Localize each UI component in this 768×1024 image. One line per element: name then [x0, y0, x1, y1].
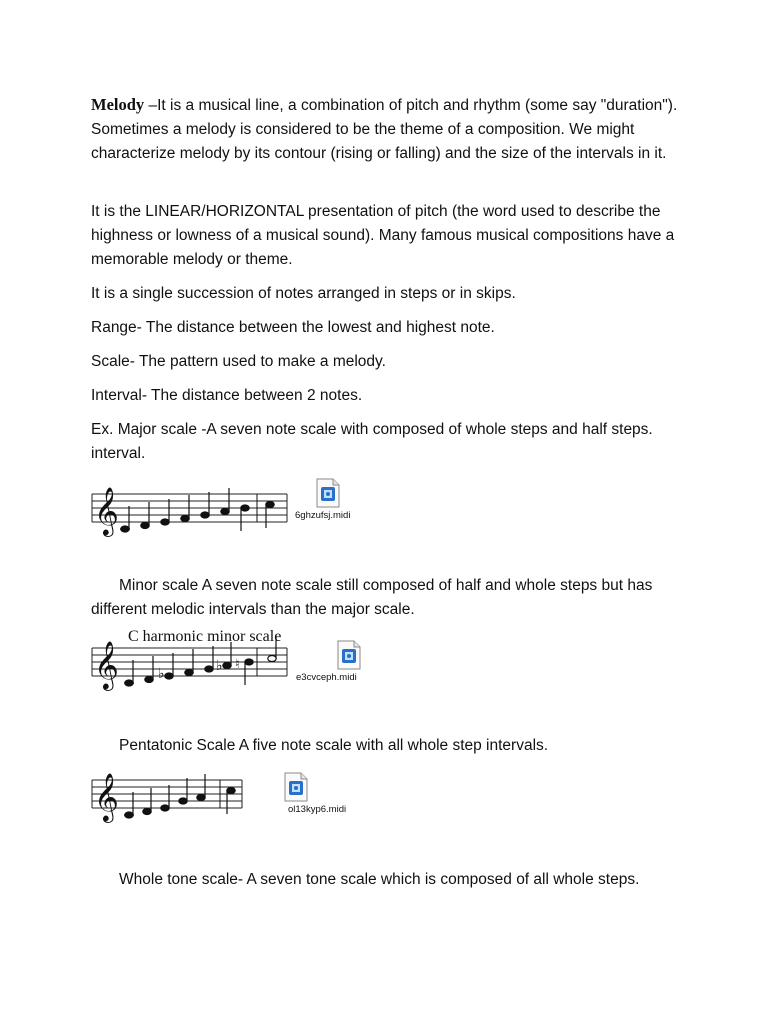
note-c-high — [227, 788, 235, 794]
note-g — [201, 512, 209, 518]
note-c — [121, 526, 129, 532]
note-c-high — [266, 502, 274, 508]
melody-definition-text: –It is a musical line, a combination of pitch and rhythm (some say "duration"). Sometimes a melody is considered to be the theme of a composition. We might characterize melody by its contour (rising or falling) and the size of the intervals in it. — [91, 97, 678, 162]
note-a — [197, 795, 205, 801]
melody-definition — [91, 93, 691, 166]
midi-file-icon — [315, 478, 341, 508]
note-b — [241, 505, 249, 511]
minor-scale-staff — [92, 626, 292, 696]
natural-icon: ♮ — [235, 657, 240, 672]
note-a — [221, 509, 229, 515]
minor-midi-attachment[interactable] — [296, 640, 386, 683]
whole-tone-paragraph: Whole tone scale- A seven tone scale which is composed of all whole steps. — [119, 871, 640, 888]
pentatonic-paragraph: Pentatonic Scale A five note scale with all whole step intervals. — [119, 737, 549, 754]
note-g — [179, 798, 187, 804]
note-e — [161, 805, 169, 811]
flat-icon: ♭ — [158, 666, 165, 682]
linear-paragraph: It is the LINEAR/HORIZONTAL presentation of pitch (the word used to describe the highness or lowness of a musical sound). Many famous musical compositions have a memorable melody or theme. — [91, 203, 675, 268]
minor-scale-notation — [92, 626, 292, 696]
range-paragraph: Range- The distance between the lowest and highest note. — [91, 319, 495, 336]
succession-paragraph: It is a single succession of notes arranged in steps or in skips. — [91, 285, 516, 302]
note-d — [141, 523, 149, 529]
pentatonic-midi-filename: ol13kyp6.midi — [288, 804, 347, 815]
note-c-high — [268, 656, 276, 662]
pentatonic-notation — [92, 770, 252, 830]
major-midi-attachment[interactable] — [295, 478, 385, 521]
treble-clef-icon: 𝄞 — [94, 640, 119, 689]
interval-paragraph: Interval- The distance between 2 notes. — [91, 387, 363, 404]
note-c — [125, 680, 133, 686]
scale-paragraph: Scale- The pattern used to make a melody. — [91, 353, 386, 370]
melody-term: Melody — [91, 95, 145, 114]
major-midi-filename: 6ghzufsj.midi — [295, 510, 351, 521]
pentatonic-staff — [92, 770, 252, 830]
major-scale-notation — [92, 478, 292, 548]
minor-scale-title: C harmonic minor scale — [128, 628, 282, 645]
note-c — [125, 812, 133, 818]
note-d — [145, 677, 153, 683]
treble-clef-icon: 𝄞 — [94, 486, 119, 535]
pentatonic-midi-attachment[interactable] — [288, 772, 378, 815]
treble-clef-icon: 𝄞 — [94, 772, 119, 821]
note-e-flat — [165, 673, 173, 679]
note-b-natural — [245, 659, 253, 665]
note-a-flat — [223, 663, 231, 669]
major-scale-staff — [92, 478, 292, 548]
major-scale-paragraph: Ex. Major scale -A seven note scale with composed of whole steps and half steps. interval. — [91, 421, 653, 462]
midi-file-icon — [336, 640, 362, 670]
note-e — [161, 519, 169, 525]
midi-file-icon — [283, 772, 309, 802]
minor-scale-paragraph: Minor scale A seven note scale still composed of half and whole steps but has different melodic intervals than the major scale. — [91, 577, 653, 618]
minor-midi-filename: e3cvceph.midi — [296, 672, 357, 683]
note-f — [181, 516, 189, 522]
note-d — [143, 809, 151, 815]
note-f — [185, 670, 193, 676]
flat-icon: ♭ — [216, 658, 223, 674]
note-g — [205, 666, 213, 672]
